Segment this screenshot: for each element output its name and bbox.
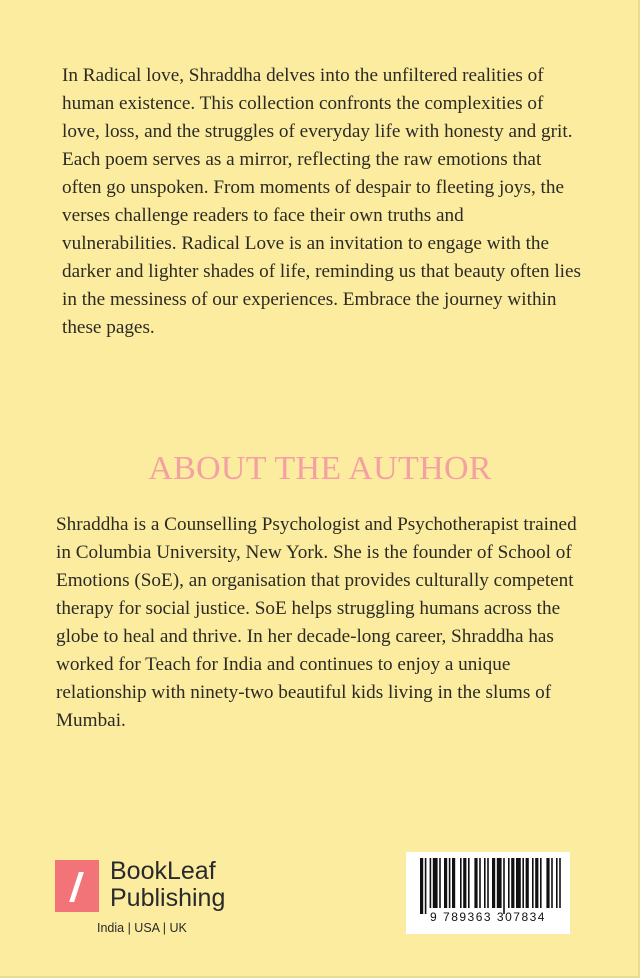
about-author-heading: ABOUT THE AUTHOR [148,450,492,487]
barcode-bar [420,858,423,914]
barcode-bar [474,858,477,908]
barcode-bar [551,858,553,908]
barcode-bar [430,858,432,908]
barcode-bar [526,858,529,908]
author-bio: Shraddha is a Counselling Psychologist and Psychotherapist trained in Columbia University, New York. She is the founder of School of Emotions (SoE), an organisation that provides culturally competent therapy for social justice. SoE helps struggling humans across the globe to heal and thrive. In her decade-long career, Shraddha has worked for Teach for India and continues to enjoy a unique relationship with ninety-two beautiful kids living in the slums of Mumbai. [56,514,577,731]
barcode-bar [484,858,486,908]
barcode-bars [406,852,570,914]
publisher-regions: India | USA | UK [97,921,187,935]
barcode-bar [492,858,495,908]
barcode-bar [460,858,462,908]
barcode-bar [516,858,521,908]
isbn-barcode [406,852,570,934]
barcode-bar [497,858,502,908]
bookleaf-logo-icon [55,860,99,912]
barcode-bar [546,858,549,908]
barcode-bar [487,858,489,908]
isbn-number: 9 789363 307834 [430,910,546,924]
barcode-bar [508,858,510,908]
publisher-name-line2: Publishing [110,884,226,912]
barcode-bar [522,858,524,908]
barcode-bar [535,858,538,908]
barcode-bar [556,858,558,908]
publisher-logo [55,858,255,938]
barcode-bar [463,858,466,908]
barcode-bar [452,858,455,908]
barcode-bar [540,858,542,908]
barcode-bar [439,858,441,908]
barcode-bar [444,858,447,908]
barcode-bar [511,858,514,908]
barcode-bar [479,858,481,908]
barcode-bar [532,858,534,908]
barcode-bar [559,858,561,908]
barcode-bar [433,858,438,908]
barcode-bar [468,858,470,908]
publisher-name-line1: BookLeaf [110,857,216,885]
barcode-bar [503,858,505,914]
barcode-bar [425,858,427,914]
barcode-bar [449,858,451,908]
book-blurb: In Radical love, Shraddha delves into the unfiltered realities of human existence. This collection confronts the complexities of love, loss, and the struggles of everyday life with honesty and grit. Each poem serves as a mirror, reflecting the raw emotions that often go unspoken. From moments of despair to fleeting joys, the verses challenge readers to face their own truths and vulnerabilities. Radical Love is an invitation to engage with the darker and lighter shades of life, reminding us that beauty often lies in the messiness of our experiences. Embrace the journey within these pages. [62,65,581,338]
